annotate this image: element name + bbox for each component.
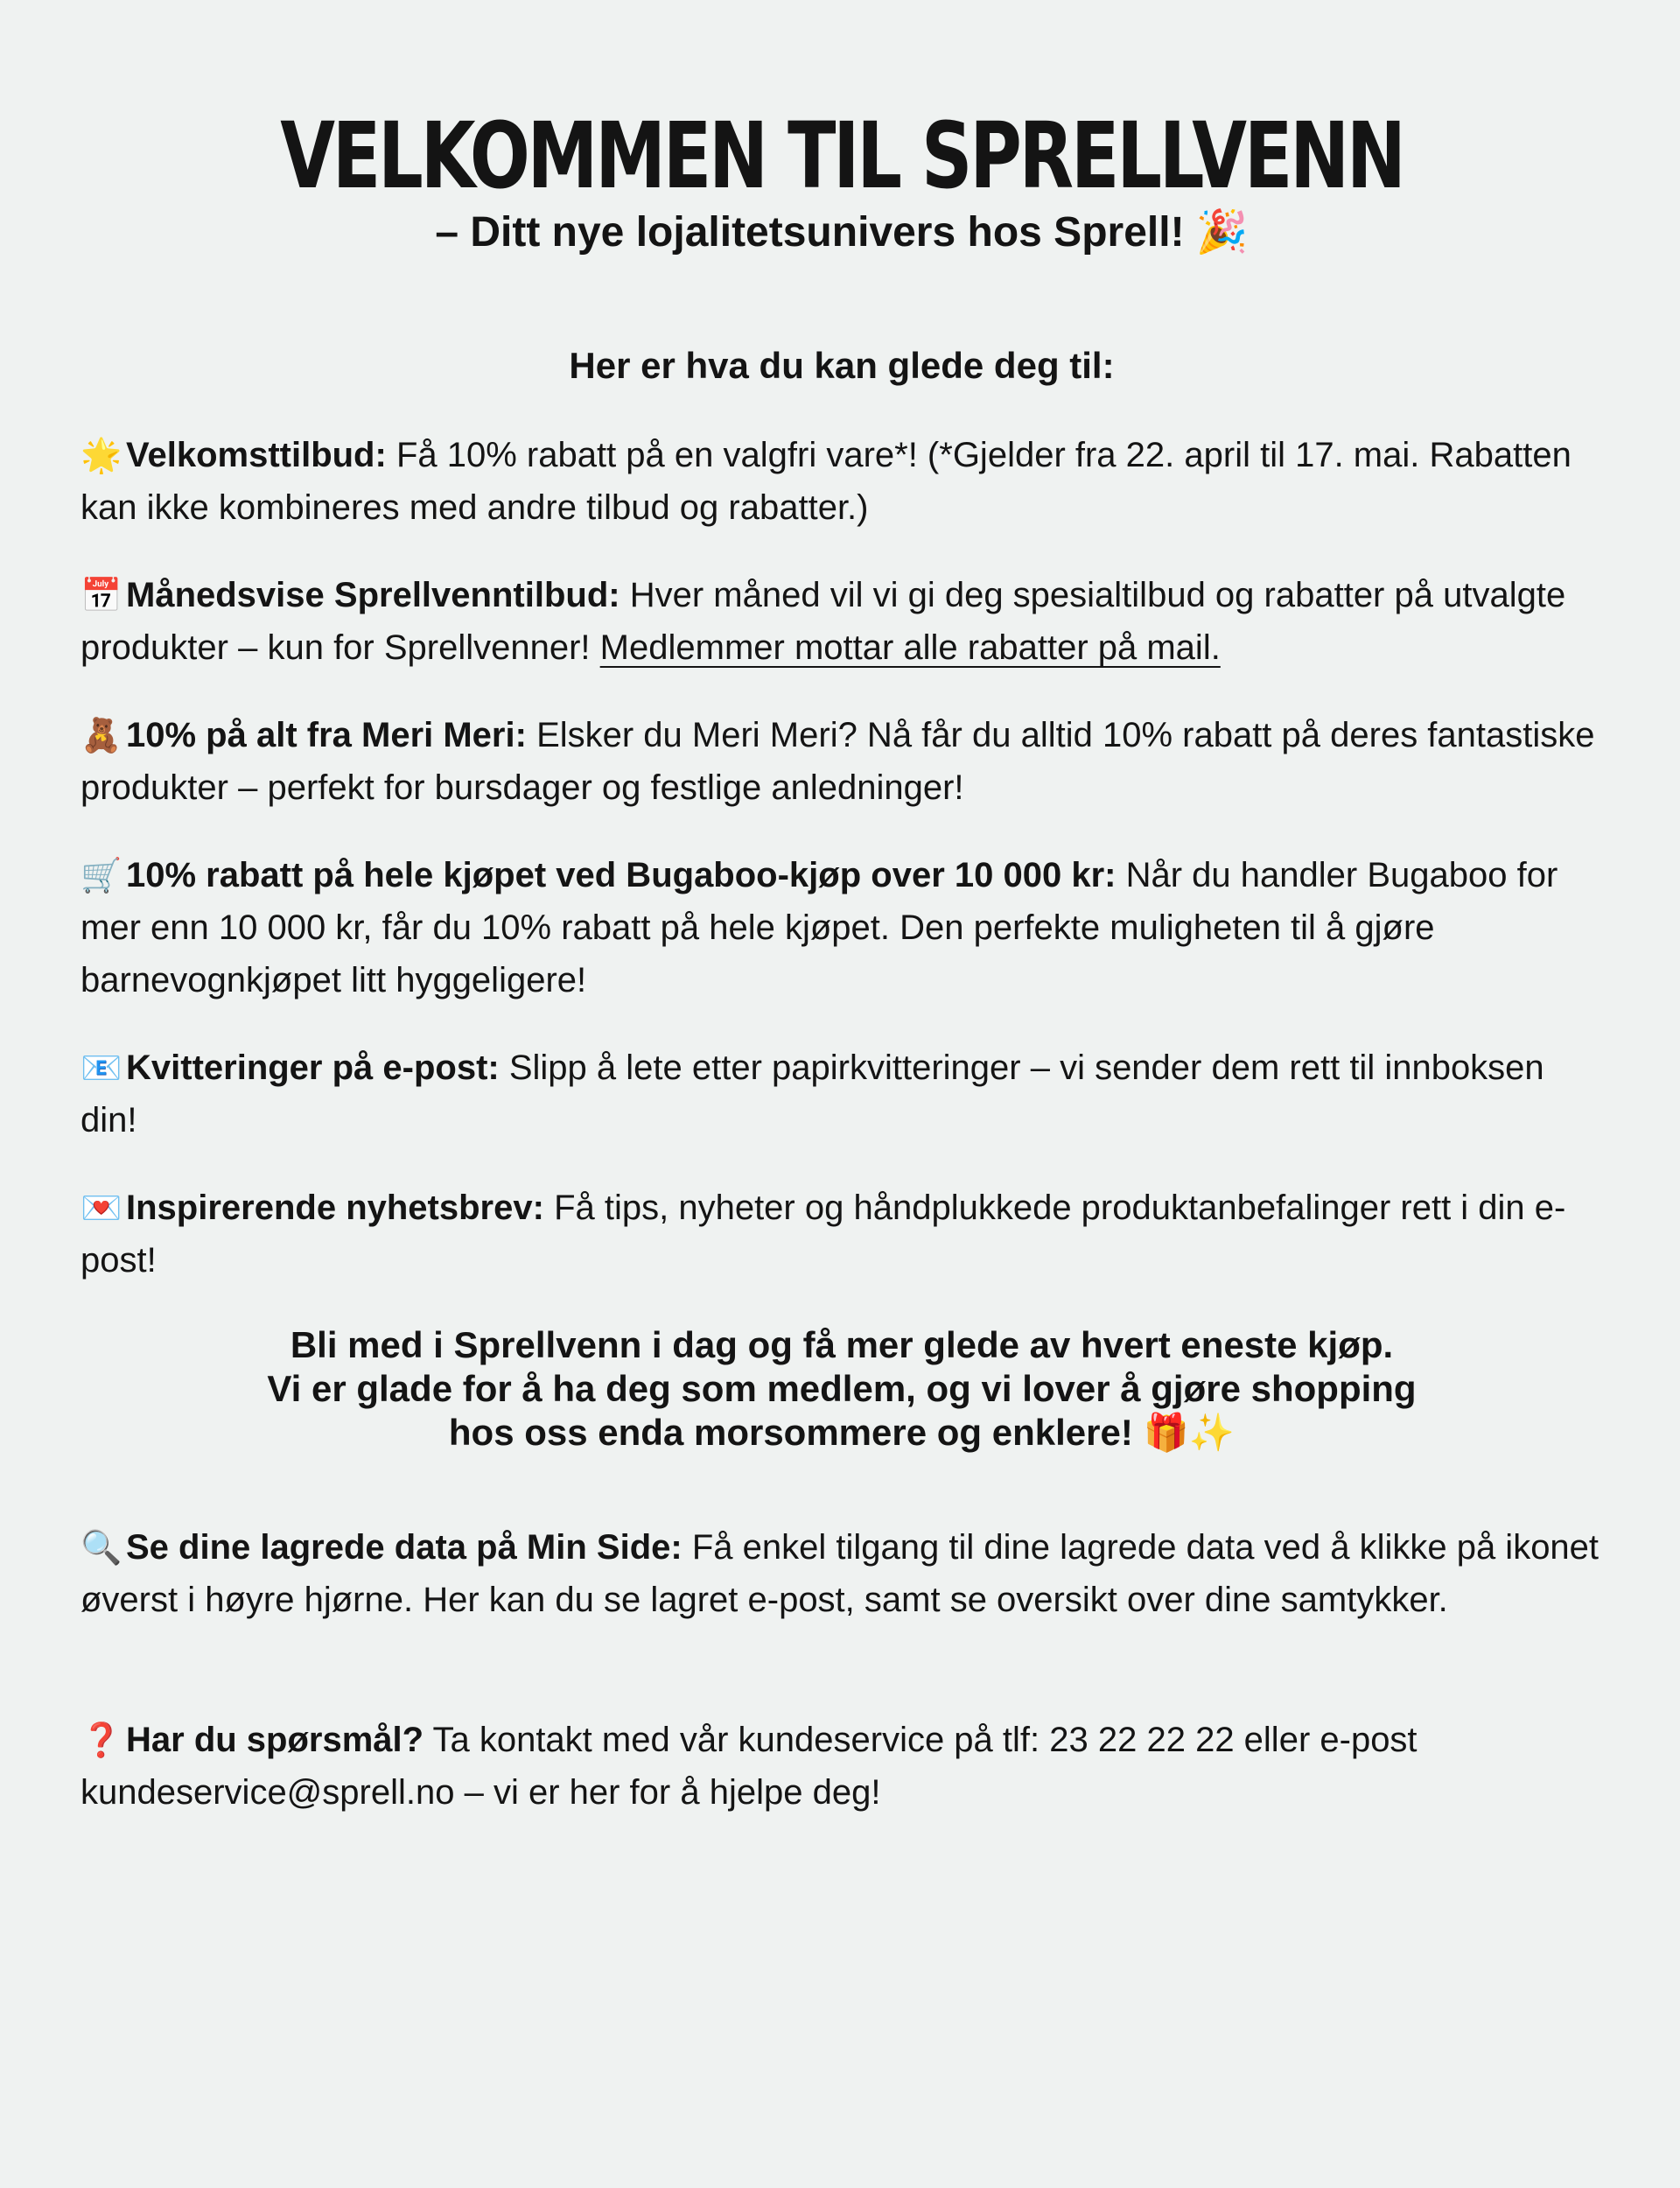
calendar-icon: 📅 bbox=[80, 576, 122, 614]
page-subtitle: – Ditt nye lojalitetsunivers hos Sprell! 🎉 bbox=[435, 209, 1249, 256]
benefit-label: Inspirerende nyhetsbrev: bbox=[126, 1189, 544, 1227]
love-letter-icon: 💌 bbox=[80, 1189, 122, 1227]
shopping-cart-icon: 🛒 bbox=[80, 856, 122, 894]
info-text: Få enkel tilgang til dine lagrede data ved å klikke på ikonet øverst i høyre hjørne. Her kan du se lagret e-post, samt se oversikt over dine samtykker. bbox=[80, 1528, 1600, 1619]
benefit-label: 10% på alt fra Meri Meri: bbox=[126, 716, 527, 754]
benefit-text: Hver måned vil vi gi deg spesialtilbud og rabatter på utvalgte produkter – kun for Sprellvenner! bbox=[80, 576, 1566, 667]
star-icon: 🌟 bbox=[80, 436, 122, 474]
closing-line-1: Bli med i Sprellvenn i dag og få mer glede av hvert eneste kjøp. bbox=[290, 1324, 1394, 1365]
benefit-newsletter bbox=[80, 1182, 1603, 1287]
info-label: Se dine lagrede data på Min Side: bbox=[126, 1528, 682, 1567]
info-my-page bbox=[80, 1521, 1603, 1626]
intro-heading: Her er hva du kan glede deg til: bbox=[569, 345, 1115, 386]
benefit-label: Kvitteringer på e-post: bbox=[126, 1048, 500, 1087]
benefit-text: Få 10% rabatt på en valgfri vare*! (*Gjelder fra 22. april til 17. mai. Rabatten kan ikke kombineres med andre tilbud og rabatter.) bbox=[80, 436, 1572, 527]
benefit-bugaboo bbox=[80, 849, 1603, 1006]
benefit-text: Elsker du Meri Meri? Nå får du alltid 10% rabatt på deres fantastiske produkter – perfekt for bursdager og festlige anledninger! bbox=[80, 716, 1595, 807]
page-title: VELKOMMEN TIL SPRELLVENN bbox=[280, 102, 1404, 209]
question-mark-icon: ❓ bbox=[80, 1721, 122, 1759]
info-label: Har du spørsmål? bbox=[126, 1721, 424, 1759]
benefit-label: Velkomsttilbud: bbox=[126, 436, 387, 474]
members-mail-link[interactable]: Medlemmer mottar alle rabatter på mail. bbox=[599, 628, 1221, 667]
benefit-text: Slipp å lete etter papirkvitteringer – vi sender dem rett til innboksen din! bbox=[80, 1048, 1544, 1140]
magnifier-icon: 🔍 bbox=[80, 1528, 122, 1567]
benefit-email-receipts bbox=[80, 1041, 1603, 1147]
benefit-welcome-offer bbox=[80, 429, 1603, 534]
info-questions bbox=[80, 1714, 1603, 1819]
closing-message bbox=[80, 1323, 1603, 1455]
benefit-label: 10% rabatt på hele kjøpet ved Bugaboo-kjøp over 10 000 kr: bbox=[126, 856, 1116, 894]
benefit-text: Når du handler Bugaboo for mer enn 10 000 kr, får du 10% rabatt på hele kjøpet. Den perfekte muligheten til å gjøre barnevognkjøpet litt hyggeligere! bbox=[80, 856, 1558, 999]
benefit-monthly-offers bbox=[80, 569, 1603, 674]
closing-line-3: hos oss enda morsommere og enklere! 🎁✨ bbox=[448, 1412, 1236, 1453]
email-icon: 📧 bbox=[80, 1048, 122, 1087]
benefit-meri-meri bbox=[80, 709, 1603, 814]
closing-line-2: Vi er glade for å ha deg som medlem, og vi lover å gjøre shopping bbox=[267, 1368, 1417, 1409]
benefit-label: Månedsvise Sprellvenntilbud: bbox=[126, 576, 620, 614]
benefit-text: Få tips, nyheter og håndplukkede produktanbefalinger rett i din e-post! bbox=[80, 1189, 1566, 1280]
teddy-bear-icon: 🧸 bbox=[80, 716, 122, 754]
info-text: Ta kontakt med vår kundeservice på tlf: 23 22 22 22 eller e-post kundeservice@sprell.no – vi er her for å hjelpe deg! bbox=[80, 1721, 1418, 1812]
